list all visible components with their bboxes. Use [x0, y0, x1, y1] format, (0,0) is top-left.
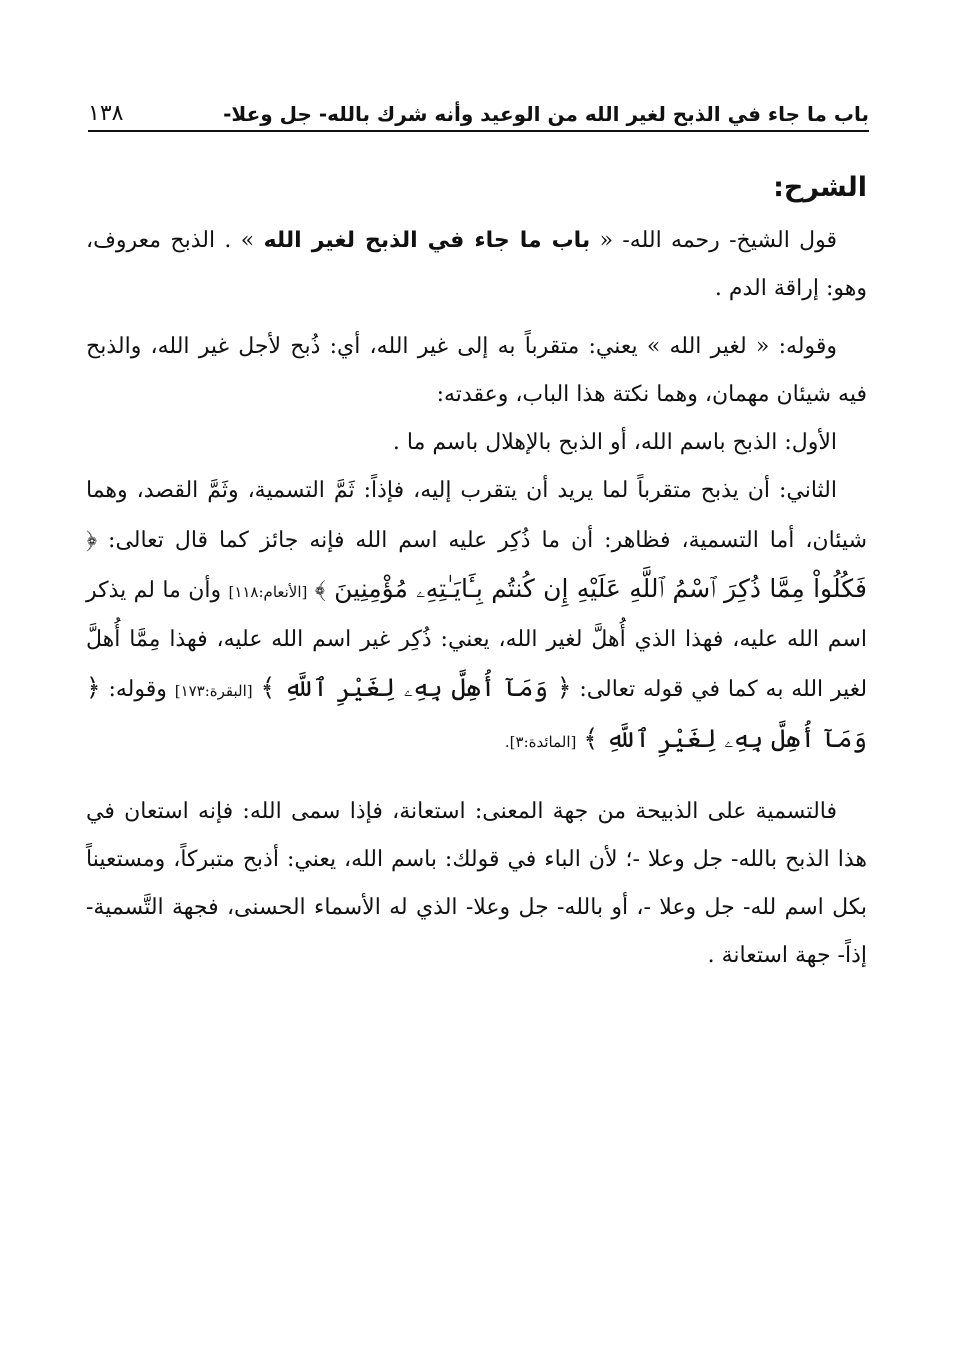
quran-quote-maida: ﴿ وَمَآ أُهِلَّ بِهِۦ لِغَيْرِ ٱللَّهِ ﴾ [86, 673, 867, 753]
page-number: ١٣٨ [88, 101, 124, 126]
paragraph-1-text-b: » . الذبح معروف، وهو: إراقة الدم . [86, 228, 867, 301]
paragraph-4-text-c: وقوله: [108, 677, 167, 702]
paragraph-2: وقوله: « لغير الله » يعني: متقرباً به إلى غير الله، أي: ذُبح لأجل غير الله، والذبح فيه شيئان مهمان، وهما نكتة هذا الباب، وعقدته: [86, 334, 867, 407]
paragraph-4-text-b: وأن ما لم يذكر اسم الله عليه، فهذا الذي أُهلَّ لغير الله، يعني: ذُكِر غير اسم الله عليه، فهذا مِمَّا أُهلَّ لغير الله به كما في قوله تعالى: [86, 578, 868, 702]
quran-quote-baqara: ﴿ وَمَآ أُهِلَّ بِهِۦ لِغَيْرِ ٱللَّهِ ﴾ [260, 673, 572, 702]
spacer [86, 313, 867, 323]
chapter-title-quote: باب ما جاء في الذبح لغير الله [263, 228, 591, 253]
quran-ref-baqara: [البقرة:١٧٣] [174, 682, 253, 700]
spacer [86, 766, 867, 788]
paragraph-4-text-a: الثاني: أن يذبح متقرباً لما يريد أن يتقرب إليه، فإذاً: ثَمَّ التسمية، وثَمَّ القصد، وهما شيئان، أما التسمية، فظاهر: أن ما ذُكِر عليه اسم الله فإنه جائز كما قال تعالى: [86, 478, 867, 553]
page-body [86, 165, 867, 980]
quran-quote-anam: ﴿ فَكُلُواْ مِمَّا ذُكِرَ ٱسْمُ ٱللَّهِ عَلَيْهِ إِن كُنتُم بِـَٔايَـٰتِهِۦ مُؤْمِنِينَ ﴾ [86, 524, 867, 603]
header-rule [88, 130, 869, 132]
running-title: باب ما جاء في الذبح لغير الله من الوعيد وأنه شرك بالله- جل وعلا- [223, 102, 869, 126]
paragraph-1-text-a: قول الشيخ- رحمه الله- « [599, 228, 838, 253]
quran-ref-anam: [الأنعام:١١٨] [228, 583, 308, 601]
page-header [88, 92, 869, 126]
paragraph-3: الأول: الذبح باسم الله، أو الذبح بالإهلال باسم ما . [392, 430, 837, 455]
paragraph-1 [86, 217, 867, 313]
quran-ref-maida: [المائدة:٣]. [504, 733, 577, 751]
paragraph-5: فالتسمية على الذبيحة من جهة المعنى: استعانة، فإذا سمى الله: فإنه استعان في هذا الذبح بالله- جل وعلا -؛ لأن الباء في قولك: باسم الله، يعني: أذبح متبركاً، ومستعيناً بكل اسم لله- جل وعلا -، أو بالله- جل وعلا- الذي له الأسماء الحسنى، فجهة التَّسمية- إذاً- جهة استعانة . [86, 799, 868, 968]
section-heading: الشرح: [773, 172, 867, 203]
paragraph-4 [86, 467, 867, 766]
